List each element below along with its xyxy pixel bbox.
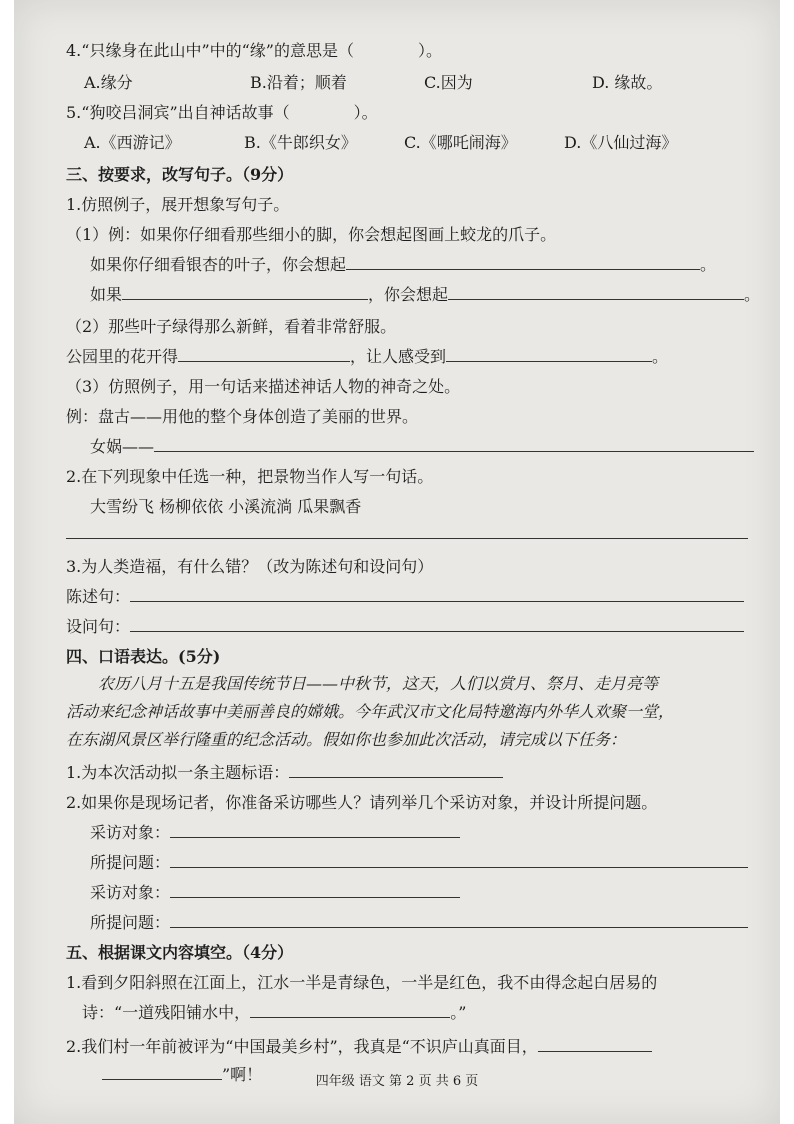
sec5-q2-line-1 (66, 1034, 652, 1057)
interview-object-label: 采访对象： (90, 883, 171, 902)
question-label: 所提问题： (90, 913, 171, 932)
q5-option-d: D.《八仙过海》 (564, 133, 678, 152)
period: 。 (744, 285, 761, 304)
sec3-ex3-answer-label: 女娲—— (90, 437, 155, 456)
sec3-ex2-line (66, 344, 668, 367)
interview-object-label: 采访对象： (90, 823, 171, 842)
answer-blank[interactable] (130, 587, 744, 602)
sec3-example-3: （3）仿照例子，用一句话来描述神话人物的神奇之处。 (66, 377, 461, 396)
q4-option-d: D. 缘故。 (592, 73, 663, 92)
q5-option-b: B.《牛郎织女》 (244, 133, 357, 152)
sec3-ex1-a-text: 如果你仔细看银杏的叶子，你会想起 (90, 255, 347, 274)
sec3-ex1-line-a (90, 252, 716, 275)
sec3-q2-items: 大雪纷飞 杨柳依依 小溪流淌 瓜果飘香 (90, 497, 362, 516)
sec3-ex1-b2-text: ，你会想起 (368, 285, 449, 304)
q4-option-c: C.因为 (424, 73, 473, 92)
answer-blank[interactable] (538, 1037, 652, 1052)
q4-option-a: A.缘分 (84, 73, 133, 92)
q5-option-c: C.《哪吒闹海》 (404, 133, 517, 152)
sec3-ex2-a1-text: 公园里的花开得 (66, 347, 179, 366)
answer-blank[interactable] (170, 853, 748, 868)
q4-stem: 4.“只缘身在此山中”中的“缘”的意思是（ ）。 (66, 41, 442, 60)
period: 。 (700, 255, 717, 274)
section-4-title: 四、口语表达。(5分) (66, 647, 221, 666)
period: 。 (652, 347, 669, 366)
sec5-q1-line-1: 1.看到夕阳斜照在江面上，江水一半是青绿色，一半是红色，我不由得念起白居易的 (66, 973, 658, 992)
page-footer: 四年级 语文 第 2 页 共 6 页 (315, 1074, 479, 1089)
sec3-ex3-example: 例：盘古——用他的整个身体创造了美丽的世界。 (66, 407, 419, 426)
sec4-q1: 1.为本次活动拟一条主题标语： (66, 763, 290, 782)
answer-blank[interactable] (289, 763, 503, 778)
sec4-question-2 (90, 910, 748, 933)
answer-blank[interactable] (170, 823, 460, 838)
passage-line-2: 活动来纪念神话故事中美丽善良的嫦娥。今年武汉市文化局特邀海内外华人欢聚一堂， (66, 702, 675, 721)
sec3-q2: 2.在下列现象中任选一种，把景物当作人写一句话。 (66, 467, 434, 486)
answer-blank[interactable] (66, 524, 748, 539)
q5-option-a: A.《西游记》 (84, 133, 181, 152)
answer-blank[interactable] (122, 285, 368, 300)
sec3-q3: 3.为人类造福，有什么错？（改为陈述句和设问句） (66, 557, 434, 576)
question-label: 所提问题： (90, 853, 171, 872)
sec4-q1-line (66, 760, 503, 783)
sec4-question-1 (90, 850, 748, 873)
sec4-q2: 2.如果你是现场记者，你准备采访哪些人？请列举几个采访对象，并设计所提问题。 (66, 793, 658, 812)
sec3-ex2-a2-text: ，让人感受到 (350, 347, 447, 366)
answer-blank[interactable] (178, 347, 350, 362)
sec5-q1-line-2 (82, 1000, 466, 1023)
sec3-ex1-b1-text: 如果 (90, 285, 123, 304)
answer-blank[interactable] (446, 347, 652, 362)
answer-blank[interactable] (130, 617, 744, 632)
sec5-q2-text: 2.我们村一年前被评为“中国最美乡村”，我真是“不识庐山真面目， (66, 1037, 538, 1056)
sec3-q3-rhetorical (66, 614, 744, 637)
passage-line-1: 农历八月十五是我国传统节日——中秋节，这天，人们以赏月、祭月、走月亮等 (98, 674, 659, 693)
sec3-q2-answer-line (66, 524, 748, 543)
sec5-q1-end: 。” (450, 1003, 467, 1022)
sec3-ex1-line-b (90, 282, 760, 305)
section-3-title: 三、按要求，改写句子。（9分） (66, 165, 294, 184)
sec5-q1-text: 诗：“一道残阳铺水中， (82, 1003, 251, 1022)
answer-blank[interactable] (448, 285, 744, 300)
rhetorical-label: 设问句： (66, 617, 131, 636)
sec3-example-1: （1）例：如果你仔细看那些细小的脚，你会想起图画上蛟龙的爪子。 (66, 225, 557, 244)
sec4-passage (66, 670, 766, 754)
answer-blank[interactable] (346, 255, 700, 270)
sec3-q1: 1.仿照例子，展开想象写句子。 (66, 195, 290, 214)
answer-blank[interactable] (170, 913, 748, 928)
answer-blank[interactable] (170, 883, 460, 898)
section-5-title: 五、根据课文内容填空。（4分） (66, 943, 294, 962)
declarative-label: 陈述句： (66, 587, 131, 606)
sec4-object-2 (90, 880, 460, 903)
exam-sheet (14, 0, 780, 1124)
sec4-object-1 (90, 820, 460, 843)
q5-stem: 5.“狗咬吕洞宾”出自神话故事（ ）。 (66, 103, 378, 122)
answer-blank[interactable] (250, 1003, 450, 1018)
answer-blank[interactable] (154, 437, 754, 452)
q4-option-b: B.沿着；顺着 (250, 73, 347, 92)
sec3-example-2: （2）那些叶子绿得那么新鲜，看着非常舒服。 (66, 317, 397, 336)
passage-line-3: 在东湖风景区举行隆重的纪念活动。假如你也参加此次活动，请完成以下任务： (66, 730, 627, 749)
sec5-q2-end: ”啊！ (222, 1065, 263, 1084)
sec3-ex3-answer-line (90, 434, 754, 457)
sec3-q3-declarative (66, 584, 744, 607)
